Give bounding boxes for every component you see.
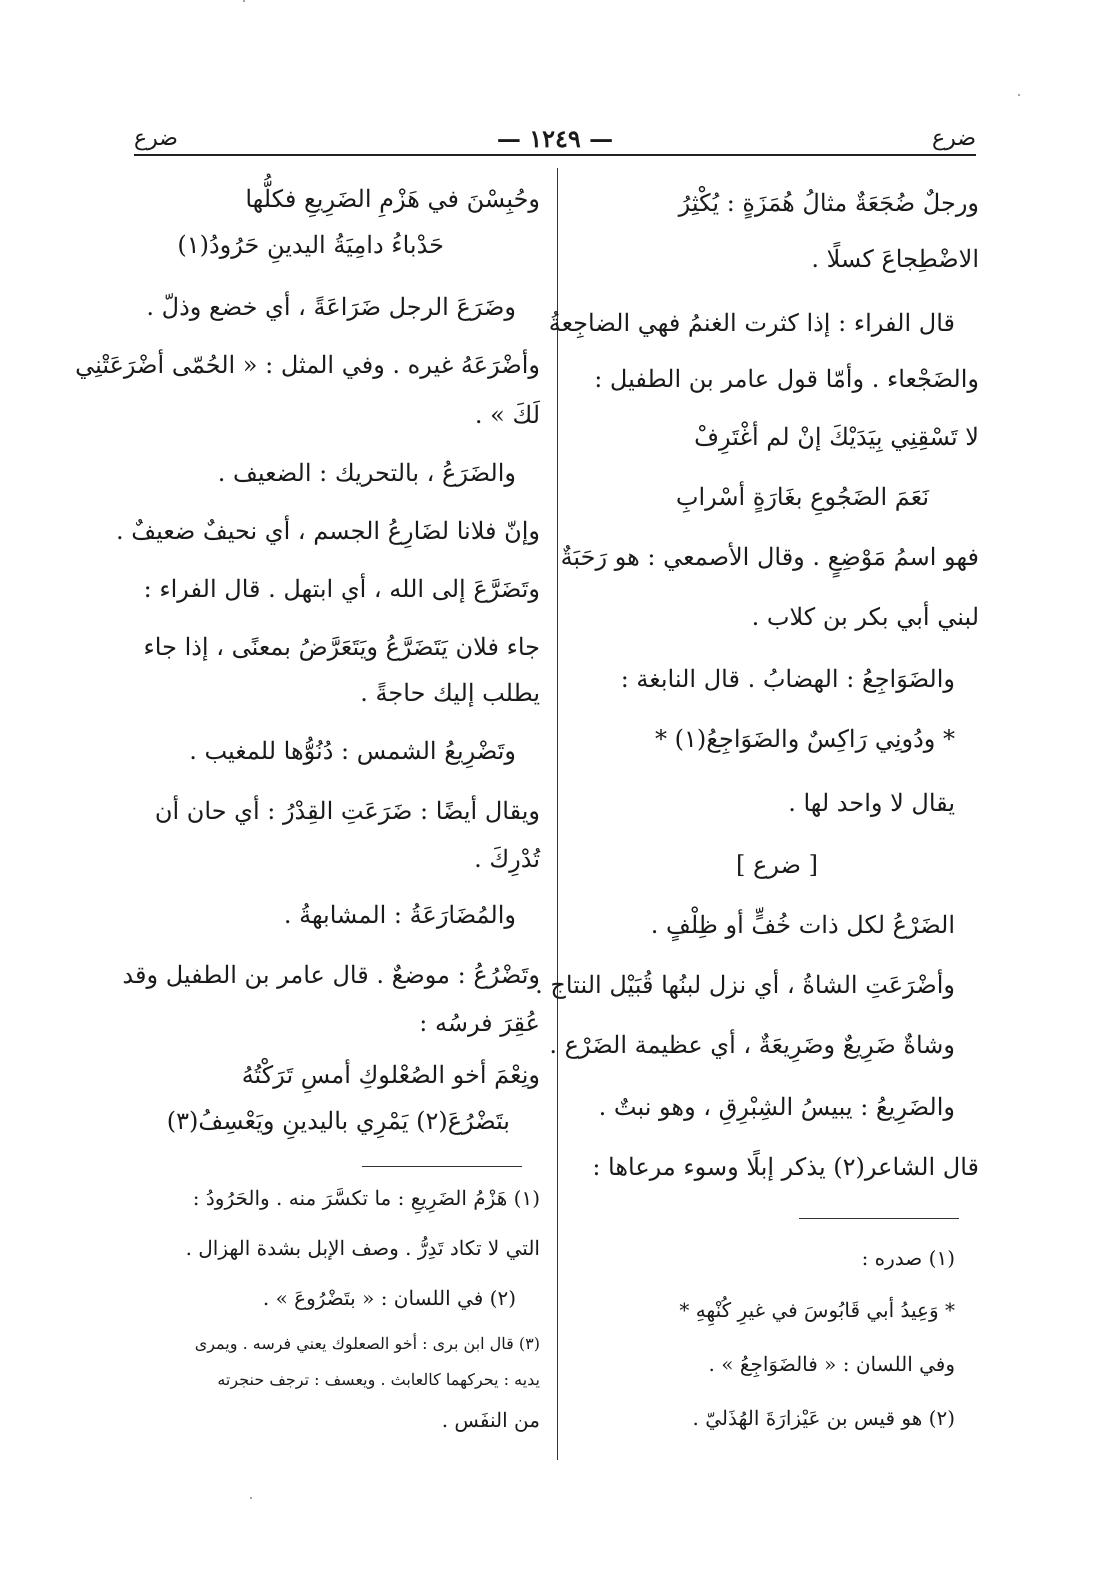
text-line: والضَجْعاء . وأمّا قول عامر بن الطفيل : [594,365,979,393]
footnote: يديه : يحركهما كالعابث . ويعسف : ترجف حنجرته [217,1370,540,1389]
text-line: وتَضْرُعُ : موضعٌ . قال عامر بن الطفيل وقد [122,961,540,989]
text-line: وتَضْرِيعُ الشمس : دُنُوُّها للمغيب . [189,737,516,765]
text-line: قال الفراء : إذا كثرت الغنمُ فهي الضاجِعةُ [548,309,955,337]
text-line: لبني أبي بكر بن كلاب . [751,603,979,631]
running-header [134,122,976,162]
footnote-rule [799,1218,959,1219]
text-line: وشاةٌ ضَرِيعٌ وضَرِيعَةٌ ، أي عظيمة الضَرْع . [549,1031,955,1059]
text-line: وتَضَرَّعَ إلى الله ، أي ابتهل . قال الفراء : [143,575,540,603]
text-line: جاء فلان يَتَضَرَّعُ ويَتَعَرَّضُ بمعنًى ، إذا جاء [143,633,540,661]
text-line: وضَرَعَ الرجل ضَرَاعَةً ، أي خضع وذلّ . [146,293,516,321]
footnote: (٢) في اللسان : « بتَضْرُوعَ » . [262,1286,516,1310]
footnote: (١) هَزْمُ الضَرِيعِ : ما تكسَّرَ منه . والحَرُودُ : [192,1186,540,1210]
text-line: عُقِرَ فرسُه : [419,1009,540,1037]
footnote: (٢) هو قيس بن عَيْزارَةَ الهُذَليّ . [692,1406,955,1430]
verse-line: ونِعْمَ أخو الصُعْلوكِ أمسِ تَرَكْتُهُ [241,1061,540,1089]
footnote: وفي اللسان : « فالضَوَاجِعُ » . [708,1352,955,1376]
footnote-verse: * وَعِيدُ أبي قَابُوسَ في غيرِ كُنْهِهِ * [679,1298,955,1322]
text-line: وأضْرَعَهُ غيره . وفي المثل : « الحُمّى أضْرَعَتْنِي [75,351,540,379]
scan-speck [250,1497,252,1499]
verse-line: * ودُونِي رَاكِسٌ والضَوَاجِعُ(١) * [654,725,955,753]
text-line: وإنّ فلانا لضَارِعُ الجسم ، أي نحيفٌ ضعيفٌ . [115,517,540,545]
text-line: يطلب إليك حاجةً . [360,679,540,707]
column-divider [557,168,558,1460]
text-line: تُدْرِكَ . [474,845,540,873]
text-line: قال الشاعر(٢) يذكر إبلًا وسوء مرعاها : [592,1153,979,1181]
text-line: والضَرِيعُ : يبيسُ الشِبْرِقِ ، وهو نبتٌ . [598,1093,955,1121]
text-line: والضَوَاجِعُ : الهضابُ . قال النابغة : [620,665,955,693]
text-line: ويقال أيضًا : ضَرَعَتِ القِدْرُ : أي حان أن [154,797,540,825]
verse-line: حَدْباءُ دامِيَةُ اليدينِ حَرُودُ(١) [177,231,444,259]
entry-heading: [ ضرع ] [736,851,818,879]
text-line: والمُضَارَعَةُ : المشابهةُ . [283,901,516,929]
footnote: (١) صدره : [861,1246,955,1270]
text-line: وأضْرَعَتِ الشاةُ ، أي نزل لبنُها قُبَيْل النتاج . [535,971,955,999]
text-line: يقال لا واحد لها . [788,789,955,817]
footnote-rule [362,1166,522,1167]
scan-speck [1018,94,1020,96]
text-line: لَكَ » . [474,401,540,429]
header-root-word-right: ضرع [932,126,976,151]
page-number: — ١٢٤٩ — [496,124,614,153]
header-root-word-left: ضرع [134,126,178,151]
text-line: ورجلٌ ضُجَعَةٌ مثالُ هُمَزَةٍ : يُكْثِرُ [678,189,979,217]
verse-line: لا تَسْقِنِي بِيَدَيْكَ إنْ لم أغْتَرِفْ [694,423,979,451]
text-line: فهو اسمُ مَوْضِعٍ . وقال الأصمعي : هو رَحَبَةٌ [560,543,979,571]
verse-line: بتَضْرُعَ(٢) يَمْرِي باليدينِ ويَعْسِفُ(٣) [166,1107,510,1135]
header-rule [134,154,976,156]
footnote: من النفَس . [441,1408,540,1432]
footnote: (٣) قال ابن برى : أخو الصعلوك يعني فرسه . ويمرى [194,1334,540,1353]
scan-speck [243,0,245,2]
text-line: الضَرْعُ لكل ذات خُفٍّ أو ظِلْفٍ . [650,911,955,939]
verse-line: وحُبِسْنَ في هَزْمِ الضَرِيعِ فكلُّها [245,185,540,213]
footnote: التي لا تكاد تَدِرُّ . وصف الإبل بشدة الهزال . [185,1236,540,1260]
text-line: الاضْطِجاعَ كسلًا . [811,245,979,273]
verse-line: نَعَمَ الضَجُوعِ بغَارَةٍ أسْرابِ [675,483,929,511]
text-line: والضَرَعُ ، بالتحريك : الضعيف . [217,459,516,487]
